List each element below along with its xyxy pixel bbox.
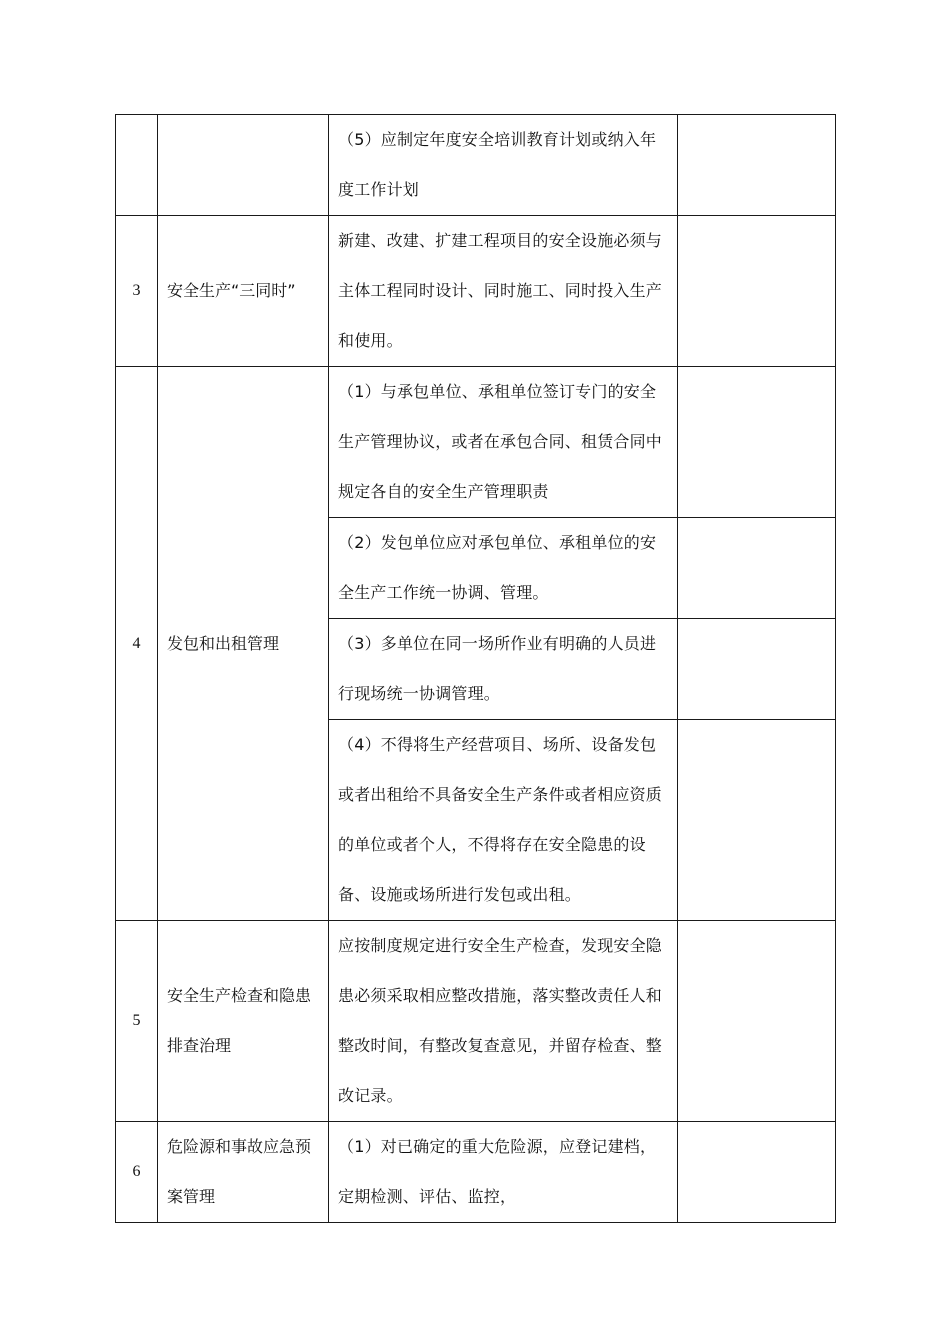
check-content: （2）发包单位应对承包单位、承租单位的安全生产工作统一协调、管理。 bbox=[329, 518, 678, 619]
table-row bbox=[116, 921, 836, 1122]
check-result-cell bbox=[678, 921, 836, 1122]
row-number: 4 bbox=[116, 367, 158, 921]
check-item: 危险源和事故应急预案管理 bbox=[158, 1122, 329, 1223]
check-item: 安全生产检查和隐患排查治理 bbox=[158, 921, 329, 1122]
check-content: （1）与承包单位、承租单位签订专门的安全生产管理协议，或者在承包合同、租赁合同中规定各自的安全生产管理职责 bbox=[329, 367, 678, 518]
table-row bbox=[116, 1122, 836, 1223]
check-result-cell bbox=[678, 518, 836, 619]
check-content: （4）不得将生产经营项目、场所、设备发包或者出租给不具备安全生产条件或者相应资质的单位或者个人，不得将存在安全隐患的设备、设施或场所进行发包或出租。 bbox=[329, 720, 678, 921]
check-content: 新建、改建、扩建工程项目的安全设施必须与主体工程同时设计、同时施工、同时投入生产和使用。 bbox=[329, 216, 678, 367]
check-result-cell bbox=[678, 367, 836, 518]
check-content: （1）对已确定的重大危险源，应登记建档，定期检测、评估、监控， bbox=[329, 1122, 678, 1223]
check-result-cell bbox=[678, 115, 836, 216]
check-result-cell bbox=[678, 619, 836, 720]
safety-checklist-table bbox=[115, 114, 836, 1223]
table-row bbox=[116, 367, 836, 518]
row-number: 5 bbox=[116, 921, 158, 1122]
check-item: 安全生产“三同时” bbox=[158, 216, 329, 367]
check-result-cell bbox=[678, 216, 836, 367]
check-content: 应按制度规定进行安全生产检查，发现安全隐患必须采取相应整改措施，落实整改责任人和整改时间，有整改复查意见，并留存检查、整改记录。 bbox=[329, 921, 678, 1122]
check-item: 发包和出租管理 bbox=[158, 367, 329, 921]
check-result-cell bbox=[678, 1122, 836, 1223]
table-row bbox=[116, 115, 836, 216]
row-number: 3 bbox=[116, 216, 158, 367]
row-number: 6 bbox=[116, 1122, 158, 1223]
table-row bbox=[116, 216, 836, 367]
check-content: （3）多单位在同一场所作业有明确的人员进行现场统一协调管理。 bbox=[329, 619, 678, 720]
check-content: （5）应制定年度安全培训教育计划或纳入年度工作计划 bbox=[329, 115, 678, 216]
check-item bbox=[158, 115, 329, 216]
check-result-cell bbox=[678, 720, 836, 921]
row-number bbox=[116, 115, 158, 216]
